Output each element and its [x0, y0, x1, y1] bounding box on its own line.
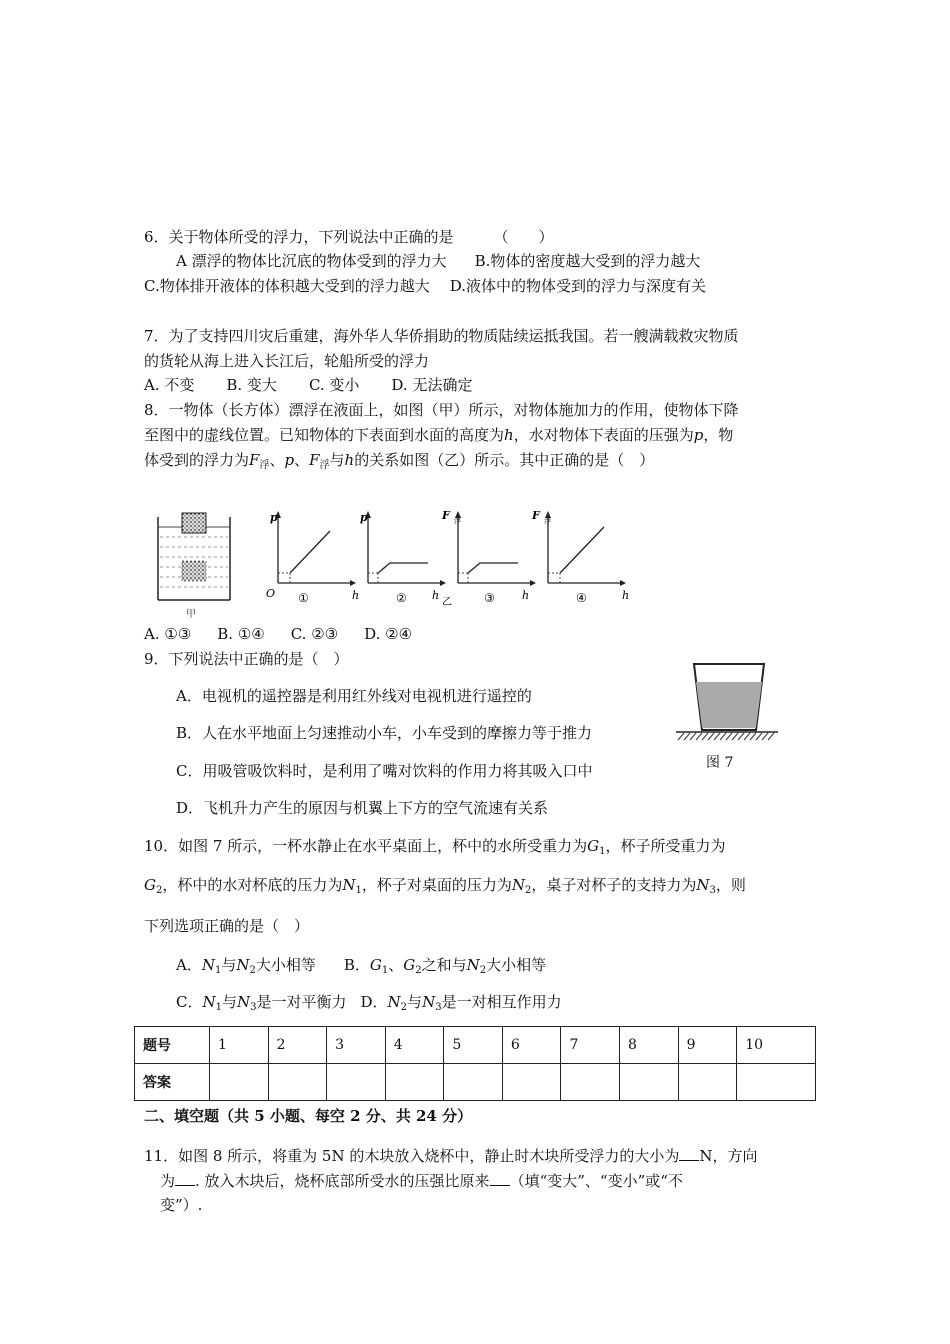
q8-option-c: C. ②③: [290, 625, 339, 643]
question-number-header: 题号: [135, 1027, 210, 1064]
sub-1: 1: [599, 846, 606, 857]
var-F: F: [309, 451, 320, 469]
answer-cell[interactable]: [385, 1064, 444, 1101]
answer-cell[interactable]: [444, 1064, 503, 1101]
table-row: [135, 1027, 816, 1064]
q10-optD-mid: 与: [407, 993, 423, 1011]
graph-3: [441, 509, 536, 608]
q11-line2: [160, 1171, 683, 1191]
var-G: G: [403, 956, 416, 974]
q11-line1b: N，方向: [699, 1147, 758, 1165]
q6-options-cd: [144, 276, 706, 296]
var-p: p: [693, 426, 704, 444]
q8-line2c: ，物: [703, 426, 734, 444]
q6-option-b: B.物体的密度越大受到的浮力越大: [474, 252, 701, 270]
var-N: N: [422, 993, 436, 1011]
var-G: G: [587, 837, 600, 855]
answer-header: 答案: [135, 1064, 210, 1101]
q10-optA-end: 大小相等: [255, 956, 316, 974]
q7-line1: 7．为了支持四川灾后重建，海外华人华侨捐助的物质陆续运抵我国。若一艘满载救灾物质: [144, 327, 739, 345]
answer-cell[interactable]: [327, 1064, 386, 1101]
sub-1: 1: [214, 965, 222, 976]
question-number-cell: 5: [444, 1027, 503, 1064]
blank[interactable]: [490, 1171, 510, 1186]
q8-line3a: 体受到的浮力为: [144, 451, 250, 469]
q9-option-a: A．电视机的遥控器是利用红外线对电视机进行遥控的: [176, 687, 532, 705]
question-number-cell: 1: [210, 1027, 269, 1064]
var-N: N: [236, 956, 250, 974]
blank[interactable]: [175, 1171, 195, 1186]
q10-line2: [144, 875, 746, 901]
q9-option-b: B．人在水平地面上匀速推动小车，小车受到的摩擦力等于推力: [176, 724, 593, 742]
q10-optB-prefix: B．: [343, 956, 370, 974]
q6-option-d: D.液体中的物体受到的浮力与深度有关: [449, 277, 706, 295]
q6-stem-text: 6．关于物体所受的浮力，下列说法中正确的是: [144, 228, 454, 246]
q10-optA-prefix: A．: [176, 956, 202, 974]
question-number-cell: 6: [502, 1027, 561, 1064]
question-number-cell: 9: [678, 1027, 737, 1064]
container-figure: [158, 513, 230, 620]
q10-line3: 下列选项正确的是（ ）: [144, 917, 310, 935]
q6-option-a: A 漂浮的物体比沉底的物体受到的浮力大: [176, 252, 447, 270]
fig-jia-label: 甲: [186, 609, 196, 620]
question-number-cell: 10: [737, 1027, 816, 1064]
fig-yi-label: 乙: [442, 597, 452, 608]
var-N: N: [342, 876, 356, 894]
sub-3: 3: [435, 1002, 442, 1013]
question-number-cell: 8: [620, 1027, 679, 1064]
q8-line2b: ，水对物体下表面的压强为: [513, 426, 694, 444]
q8-sep: 、: [294, 451, 310, 469]
sub-2: 2: [415, 965, 422, 976]
q8-line2: [144, 425, 733, 445]
answer-cell[interactable]: [268, 1064, 327, 1101]
q10-optB-end: 大小相等: [486, 956, 547, 974]
q11-line2b: . 放入木块后，烧杯底部所受水的压强比原来: [195, 1172, 490, 1190]
q8-line3c: 与: [329, 451, 345, 469]
axis-h-label: h: [352, 589, 360, 602]
question-number-cell: 7: [561, 1027, 620, 1064]
sub-1: 1: [355, 885, 362, 896]
axis-F-label: F: [532, 509, 540, 522]
question-number-cell: 3: [327, 1027, 386, 1064]
blank[interactable]: [679, 1146, 699, 1161]
var-N: N: [511, 876, 526, 894]
graph-2-label: ②: [396, 591, 407, 605]
axis-F-label: F: [442, 509, 450, 522]
q8-line3d: 的关系如图（乙）所示。其中正确的是（ ）: [354, 451, 655, 469]
figure-7-label: 图 7: [706, 755, 734, 771]
table-row: [135, 1064, 816, 1101]
sub-1: 1: [215, 1002, 222, 1013]
q9-option-c: C．用吸管吸饮料时，是利用了嘴对饮料的作用力将其吸入口中: [176, 762, 593, 780]
q10-line2a: ，杯中的水对杯底的压力为: [162, 876, 343, 894]
q8-option-b: B. ①④: [217, 625, 265, 643]
var-F: F: [249, 451, 260, 469]
answer-cell[interactable]: [561, 1064, 620, 1101]
q8-option-a: A. ①③: [144, 625, 192, 643]
q11-line3: 变”）.: [160, 1196, 203, 1214]
graph-2: [360, 511, 446, 605]
section-2-title: 二、填空题（共 5 小题、每空 2 分、共 24 分）: [144, 1107, 473, 1125]
sub-fu: 浮: [319, 460, 330, 471]
q8-figure: [150, 505, 645, 620]
q6-stem: [144, 227, 554, 247]
q8-line2a: 至图中的虚线位置。已知物体的下表面到水面的高度为: [144, 426, 505, 444]
graph-4: [531, 509, 629, 605]
q10-line1: [144, 836, 726, 862]
var-N: N: [202, 993, 216, 1011]
var-p: p: [284, 451, 295, 469]
axis-h-label: h: [622, 589, 630, 602]
answer-cell[interactable]: [210, 1064, 269, 1101]
q10-optA-mid: 与: [221, 956, 237, 974]
var-N: N: [237, 993, 251, 1011]
q7-line2: 的货轮从海上进入长江后，轮船所受的浮力: [144, 352, 430, 370]
q10-optB-mid: 之和与: [421, 956, 467, 974]
q11-line2a: 为: [160, 1172, 176, 1190]
axis-h-label: h: [432, 589, 440, 602]
answer-cell[interactable]: [502, 1064, 561, 1101]
q7-options: [144, 375, 472, 395]
var-h: h: [504, 426, 514, 444]
q10-optC-end: 是一对平衡力: [256, 993, 347, 1011]
q7-option-b: B. 变大: [226, 376, 277, 394]
q10-line2b: ，杯子对桌面的压力为: [361, 876, 512, 894]
sub-2: 2: [525, 885, 532, 896]
answer-cell[interactable]: [620, 1064, 679, 1101]
sub-3: 3: [709, 885, 716, 896]
q9-option-d: D．飞机升力产生的原因与机翼上下方的空气流速有关系: [176, 799, 549, 817]
axis-p-label: p: [270, 511, 278, 524]
q11-line1a: 11．如图 8 所示，将重为 5N 的木块放入烧杯中，静止时木块所受浮力的大小为: [144, 1147, 680, 1165]
var-N: N: [696, 876, 710, 894]
var-N: N: [387, 993, 401, 1011]
q10-line2c: ，桌子对杯子的支持力为: [531, 876, 697, 894]
q7-option-d: D. 无法确定: [391, 376, 473, 394]
var-G: G: [144, 876, 156, 894]
q8-option-d: D. ②④: [364, 625, 413, 643]
q8-line3b: 、: [269, 451, 285, 469]
q10-line2d: ，则: [715, 876, 746, 894]
var-G: G: [369, 956, 382, 974]
q10-optB-sep: 、: [388, 956, 404, 974]
q10-optD-prefix: D．: [360, 993, 388, 1011]
sub-2: 2: [155, 885, 163, 896]
graph-1: [266, 511, 359, 605]
axis-F-sub: 浮: [544, 517, 551, 525]
q8-options: [144, 624, 412, 644]
q11-line2c: （填“变大”、“变小”或“不: [509, 1172, 683, 1190]
q10-optD-end: 是一对相互作用力: [441, 993, 562, 1011]
cup-figure: [672, 656, 782, 746]
q8-line1: 8．一物体（长方体）漂浮在液面上，如图（甲）所示，对物体施加力的作用，使物体下降: [144, 401, 739, 419]
q8-line3: [144, 450, 654, 476]
axis-p-label: p: [360, 511, 368, 524]
var-h: h: [344, 451, 355, 469]
axis-o-label: O: [266, 587, 276, 600]
question-number-cell: 2: [268, 1027, 327, 1064]
var-N: N: [466, 956, 480, 974]
axis-F-sub: 浮: [454, 517, 461, 525]
q10-line1a: 10．如图 7 所示，一杯水静止在水平桌面上，杯中的水所受重力为: [144, 837, 588, 855]
q7-option-a: A. 不变: [144, 376, 195, 394]
q10-options-ab: [176, 955, 546, 981]
q6-option-c: C.物体排开液体的体积越大受到的浮力越大: [144, 277, 430, 295]
graph-3-label: ③: [484, 591, 495, 605]
answer-table: [134, 1026, 816, 1101]
q10-optC-mid: 与: [221, 993, 237, 1011]
sub-2: 2: [249, 965, 256, 976]
q6-paren: （ ）: [493, 228, 554, 246]
var-N: N: [201, 956, 215, 974]
sub-2: 2: [400, 1002, 408, 1013]
axis-h-label: h: [522, 589, 530, 602]
sub-fu: 浮: [259, 460, 270, 471]
q10-options-cd: [176, 992, 562, 1018]
sub-1: 1: [381, 965, 389, 976]
answer-cell[interactable]: [678, 1064, 737, 1101]
q6-options-ab: [176, 251, 700, 271]
q9-stem: 9．下列说法中正确的是（ ）: [144, 650, 349, 668]
answer-cell[interactable]: [737, 1064, 816, 1101]
sub-3: 3: [250, 1002, 257, 1013]
graph-1-label: ①: [298, 591, 309, 605]
graph-4-label: ④: [576, 591, 587, 605]
q11-line1: [144, 1146, 758, 1166]
q7-option-c: C. 变小: [308, 376, 360, 394]
sub-2: 2: [479, 965, 487, 976]
q10-line1b: ，杯子所受重力为: [605, 837, 726, 855]
q10-optC-prefix: C．: [176, 993, 203, 1011]
question-number-cell: 4: [385, 1027, 444, 1064]
